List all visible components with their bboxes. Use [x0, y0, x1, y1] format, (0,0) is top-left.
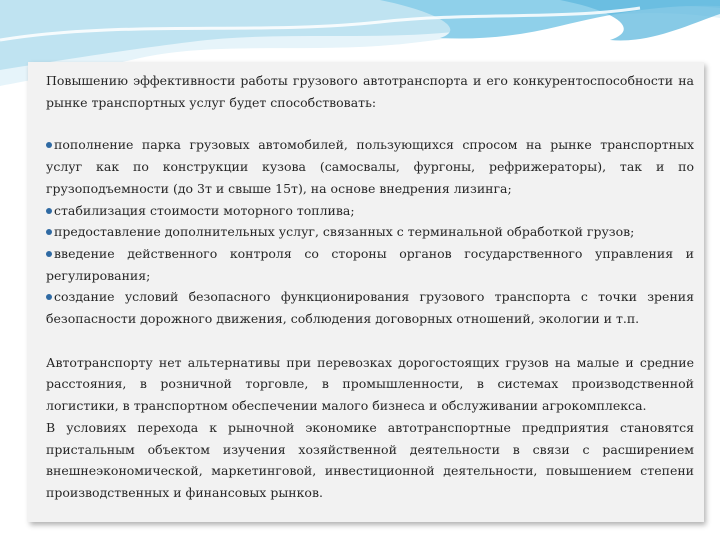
bullet-icon	[46, 251, 52, 257]
bullet-item	[46, 221, 694, 243]
bullet-item	[46, 286, 694, 329]
bullet-icon	[46, 294, 52, 300]
bullet-text: предоставление дополнительных услуг, связанных с терминальной обработкой грузов;	[54, 224, 635, 240]
bullet-text: пополнение парка грузовых автомобилей, пользующихся спросом на рынке транспортных услуг как по конструкции кузова (самосвалы, фургоны, рефрижераторы), так и по грузоподъемности (до 3т и свыше 15т), на основе внедрения лизинга;	[46, 137, 694, 196]
bullet-text: стабилизация стоимости моторного топлива;	[54, 202, 355, 218]
bullet-icon	[46, 208, 52, 214]
body-paragraph: В условиях перехода к рыночной экономике автотранспортные предприятия становятся пристальным объектом изучения хозяйственной деятельности в связи с расширением внешнеэкономической, маркетинговой, инвестиционной деятельности, повышением степени производственных и финансовых рынков.	[46, 419, 694, 500]
slide-text	[46, 70, 694, 504]
bullet-item	[46, 200, 694, 222]
bullet-item	[46, 134, 694, 199]
bullet-text: введение действенного контроля со стороны органов государственного управления и регулирования;	[46, 245, 694, 283]
body-paragraph: Автотранспорту нет альтернативы при перевозках дорогостоящих грузов на малые и средние расстояния, в розничной торговле, в промышленности, в системах производственной логистики, в транспортном обеспечении малого бизнеса и обслуживании агрокомплекса.	[46, 354, 694, 414]
bullet-item	[46, 243, 694, 286]
bullet-text: создание условий безопасного функционирования грузового транспорта с точки зрения безопасности дорожного движения, соблюдения договорных отношений, экологии и т.п.	[46, 289, 694, 327]
bullet-icon	[46, 229, 52, 235]
bullet-list	[46, 134, 694, 329]
bullet-icon	[46, 142, 52, 148]
intro-paragraph: Повышению эффективности работы грузового автотранспорта и его конкурентоспособности на рынке транспортных услуг будет способствовать:	[46, 73, 694, 110]
